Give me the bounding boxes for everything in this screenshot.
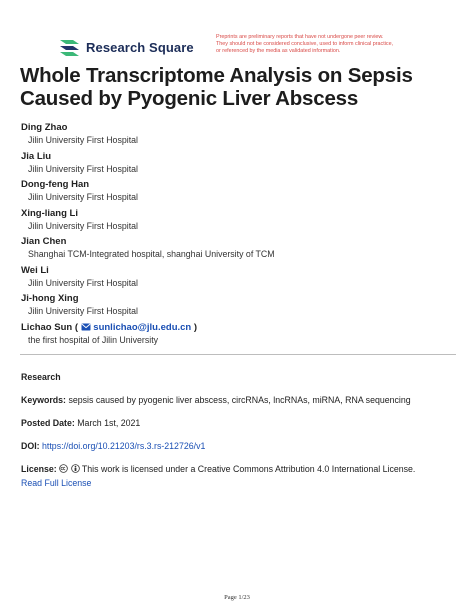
- author-affiliation: Jilin University First Hospital: [28, 192, 138, 202]
- research-square-logo-icon[interactable]: [58, 38, 82, 57]
- author-name: Xing-liang Li: [21, 207, 78, 219]
- envelope-icon: [81, 323, 91, 331]
- license-line: [21, 463, 415, 475]
- keywords-value: sepsis caused by pyogenic liver abscess, circRNAs, lncRNAs, miRNA, RNA sequencing: [68, 395, 411, 405]
- author-entry: [21, 150, 451, 179]
- author-affiliation: Jilin University First Hospital: [28, 163, 138, 174]
- author-email[interactable]: sunlichao@jlu.edu.cn: [93, 321, 192, 333]
- corresponding-author-line: [21, 321, 451, 334]
- keywords-label: Keywords:: [21, 395, 66, 405]
- author-affiliation: Jilin University First Hospital: [28, 135, 138, 145]
- page-number: Page 1/23: [224, 594, 250, 601]
- doi-line: [21, 440, 205, 452]
- author-entry: [21, 207, 451, 236]
- author-name: Dong-feng Han: [21, 179, 90, 190]
- read-full-license-line: [21, 477, 91, 489]
- author-entry: [21, 264, 451, 293]
- license-label: License:: [21, 464, 57, 474]
- section-divider: [20, 354, 456, 355]
- disclaimer-line: or referenced by the media as validated information.: [216, 48, 341, 54]
- disclaimer-line: Preprints are preliminary reports that have not undergone peer review.: [216, 34, 384, 40]
- author-affiliation: Jilin University First Hospital: [28, 306, 138, 316]
- doi-link[interactable]: https://doi.org/10.21203/rs.3.rs-212726/v1: [42, 441, 206, 451]
- article-type: [21, 371, 61, 383]
- author-entry: [21, 321, 451, 350]
- author-affiliation: Shanghai TCM-Integrated hospital, shanghai University of TCM: [28, 249, 275, 259]
- by-icon: [71, 464, 80, 473]
- posted-date-value: March 1st, 2021: [77, 418, 141, 428]
- author-name: Jia Liu: [21, 150, 52, 162]
- preprint-disclaimer: [216, 34, 446, 55]
- author-email-link[interactable]: [81, 322, 194, 333]
- doi-label: DOI:: [21, 441, 40, 451]
- keywords-line: [21, 394, 411, 406]
- disclaimer-line: They should not be considered conclusive, used to inform clinical practice,: [216, 41, 394, 47]
- author-entry: [21, 292, 451, 321]
- paper-title: Whole Transcriptome Analysis on Sepsis Caused by Pyogenic Liver Abscess: [20, 64, 413, 110]
- posted-date-line: [21, 417, 140, 429]
- author-name: Lichao Sun: [21, 321, 73, 333]
- author-list: [21, 121, 451, 349]
- header: [0, 0, 474, 62]
- brand-name[interactable]: Research Square: [86, 40, 194, 55]
- close-paren: ): [193, 321, 198, 333]
- cc-icon: [59, 464, 68, 473]
- author-entry: [21, 178, 451, 207]
- open-paren: (: [74, 321, 79, 333]
- author-name: Ding Zhao: [21, 122, 68, 133]
- author-entry: [21, 235, 451, 264]
- author-affiliation: the first hospital of Jilin University: [28, 334, 159, 345]
- author-name: Ji-hong Xing: [21, 293, 79, 304]
- posted-date-label: Posted Date:: [21, 418, 75, 428]
- author-affiliation: Jilin University First Hospital: [28, 220, 138, 231]
- author-affiliation: Jilin University First Hospital: [28, 277, 138, 288]
- author-name: Jian Chen: [21, 236, 67, 247]
- author-name: Wei Li: [21, 264, 49, 276]
- article-type-label: Research: [21, 372, 61, 382]
- author-entry: [21, 121, 451, 150]
- license-text: This work is licensed under a Creative Commons Attribution 4.0 International License.: [81, 464, 416, 474]
- read-full-license-link[interactable]: Read Full License: [21, 478, 92, 488]
